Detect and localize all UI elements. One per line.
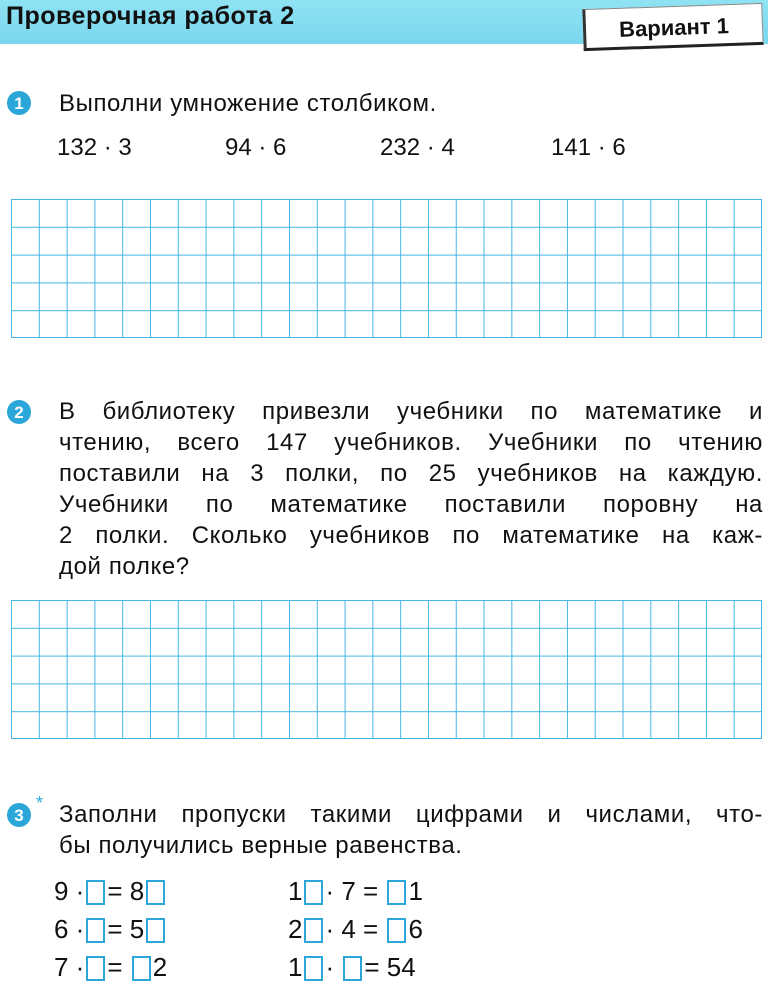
blank-box[interactable] xyxy=(146,918,165,943)
blank-box[interactable] xyxy=(86,880,105,905)
text-line: чтению, всего 147 учебников. Учебники по чтению xyxy=(59,429,763,456)
text-line: Учебники по математике поставили поровну на xyxy=(59,491,763,518)
blank-box[interactable] xyxy=(86,956,105,981)
task-2-text xyxy=(59,396,763,582)
svg-text:2: 2 xyxy=(14,403,24,422)
blank-box[interactable] xyxy=(304,880,323,905)
blank-box[interactable] xyxy=(387,880,406,905)
equation-row: 9 · = 8 xyxy=(54,874,167,908)
blank-box[interactable] xyxy=(146,880,165,905)
expression: 141 · 6 xyxy=(551,134,626,161)
blank-box[interactable] xyxy=(304,918,323,943)
equation-row: 1 · 7 = 1 xyxy=(288,876,423,906)
variant-label: Вариант 1 xyxy=(582,3,763,51)
blank-box[interactable] xyxy=(304,956,323,981)
answer-grid-2[interactable] xyxy=(11,600,762,739)
expression: 94 · 6 xyxy=(225,134,287,161)
task-1-text: Выполни умножение столбиком. xyxy=(59,90,437,117)
svg-text:1: 1 xyxy=(14,94,24,113)
text-line: поставили на 3 полки, по 25 учебников на каждую. xyxy=(59,460,763,487)
blank-box[interactable] xyxy=(132,956,151,981)
text-line: дой полке? xyxy=(59,553,190,580)
expression: 132 · 3 xyxy=(57,134,132,161)
blank-box[interactable] xyxy=(343,956,362,981)
task-3-text xyxy=(59,799,763,861)
equation-row: 2 · 4 = 6 xyxy=(288,914,423,944)
text-line: Заполни пропуски такими цифрами и числами, что- xyxy=(59,801,763,828)
star-icon: * xyxy=(36,793,44,813)
equation-row: 1 · = 54 xyxy=(288,952,416,982)
task-2-number-icon xyxy=(6,399,32,425)
blank-box[interactable] xyxy=(86,918,105,943)
task-3-number-icon xyxy=(6,802,32,828)
page-title: Проверочная работа 2 xyxy=(6,2,295,30)
blank-box[interactable] xyxy=(387,918,406,943)
task-1-number-icon xyxy=(6,90,32,116)
svg-text:3: 3 xyxy=(14,806,24,825)
task-1-expressions xyxy=(0,134,768,168)
equation-row: 6 · = 5 xyxy=(54,912,167,946)
text-line: 2 полки. Сколько учебников по математике на каж- xyxy=(59,522,763,549)
text-line: бы получились верные равенства. xyxy=(59,832,463,859)
answer-grid-1[interactable] xyxy=(11,199,762,338)
equation-row: 7 · = 2 xyxy=(54,952,168,982)
expression: 232 · 4 xyxy=(380,134,455,161)
text-line: В библиотеку привезли учебники по математике и xyxy=(59,398,763,425)
